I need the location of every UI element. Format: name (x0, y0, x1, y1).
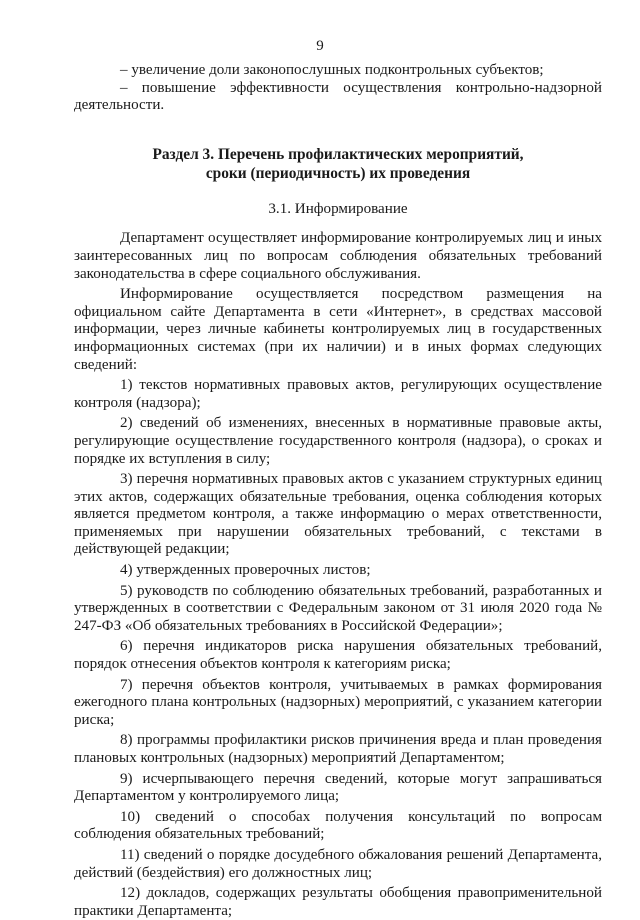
section-heading-line: сроки (периодичность) их проведения (205, 164, 471, 182)
bullet-item: – увеличение доли законопослушных подконтрольных субъектов; (120, 62, 544, 78)
paragraph: Департамент осуществляет информирование контролируемых лиц и иных заинтересованных лиц по вопросам соблюдения обязательных требований законодательства в сфере социального обслуживания. (74, 230, 602, 282)
list-item: 8) программы профилактики рисков причинения вреда и план проведения плановых контрольных (надзорных) мероприятий Департаментом; (74, 732, 602, 766)
list-item: 2) сведений об изменениях, внесенных в нормативные правовые акты, регулирующие осуществление государственного контроля (надзора), о сроках и порядке их вступления в силу; (74, 415, 602, 467)
list-item: 7) перечня объектов контроля, учитываемых в рамках формирования ежегодного плана контрольных (надзорных) мероприятий, с указанием категории риска; (74, 676, 602, 728)
list-item: 12) докладов, содержащих результаты обобщения правоприменительной практики Департамента; (74, 885, 602, 919)
list-item: 4) утвержденных проверочных листов; (120, 562, 371, 579)
list-item: 10) сведений о способах получения консультаций по вопросам соблюдения обязательных требований; (74, 808, 602, 843)
list-item: 11) сведений о порядке досудебного обжалования решений Департамента, действий (бездействия) его должностных лиц; (74, 846, 602, 881)
paragraph: Информирование осуществляется посредством размещения на официальном сайте Департамента в сети «Интернет», в средствах массовой информации, через личные кабинеты контролируемых лиц в государственных информационных системах (при их наличии) и в иных формах следующих сведений: (74, 286, 602, 373)
subsection-heading: 3.1. Информирование (268, 200, 408, 217)
list-item: 5) руководств по соблюдению обязательных требований, разработанных и утвержденных в соответствии с Федеральным законом от 31 июля 2020 года № 247-ФЗ «Об обязательных требованиях в Российской Федерации»; (74, 582, 602, 634)
document-body (74, 62, 602, 920)
section-heading-line: Раздел 3. Перечень профилактических мероприятий, (152, 145, 524, 163)
list-item: 9) исчерпывающего перечня сведений, которые могут запрашиваться Департаментом у контролируемого лица; (74, 770, 602, 805)
bullet-item: – повышение эффективности осуществления контрольно-надзорной деятельности. (74, 79, 602, 114)
list-item: 6) перечня индикаторов риска нарушения обязательных требований, порядок отнесения объектов контроля к категориям риска; (74, 638, 602, 673)
list-item: 1) текстов нормативных правовых актов, регулирующих осуществление контроля (надзора); (74, 377, 602, 411)
section-heading (74, 145, 602, 183)
list-item: 3) перечня нормативных правовых актов с указанием структурных единиц этих актов, содержащих обязательные требования, оценка соблюдения которых является предметом контроля, а также информацию о мерах ответственности, применяемых при нарушении обязательных требований, с текстами в действующей редакции; (74, 471, 602, 558)
page-number: 9 (316, 38, 324, 54)
